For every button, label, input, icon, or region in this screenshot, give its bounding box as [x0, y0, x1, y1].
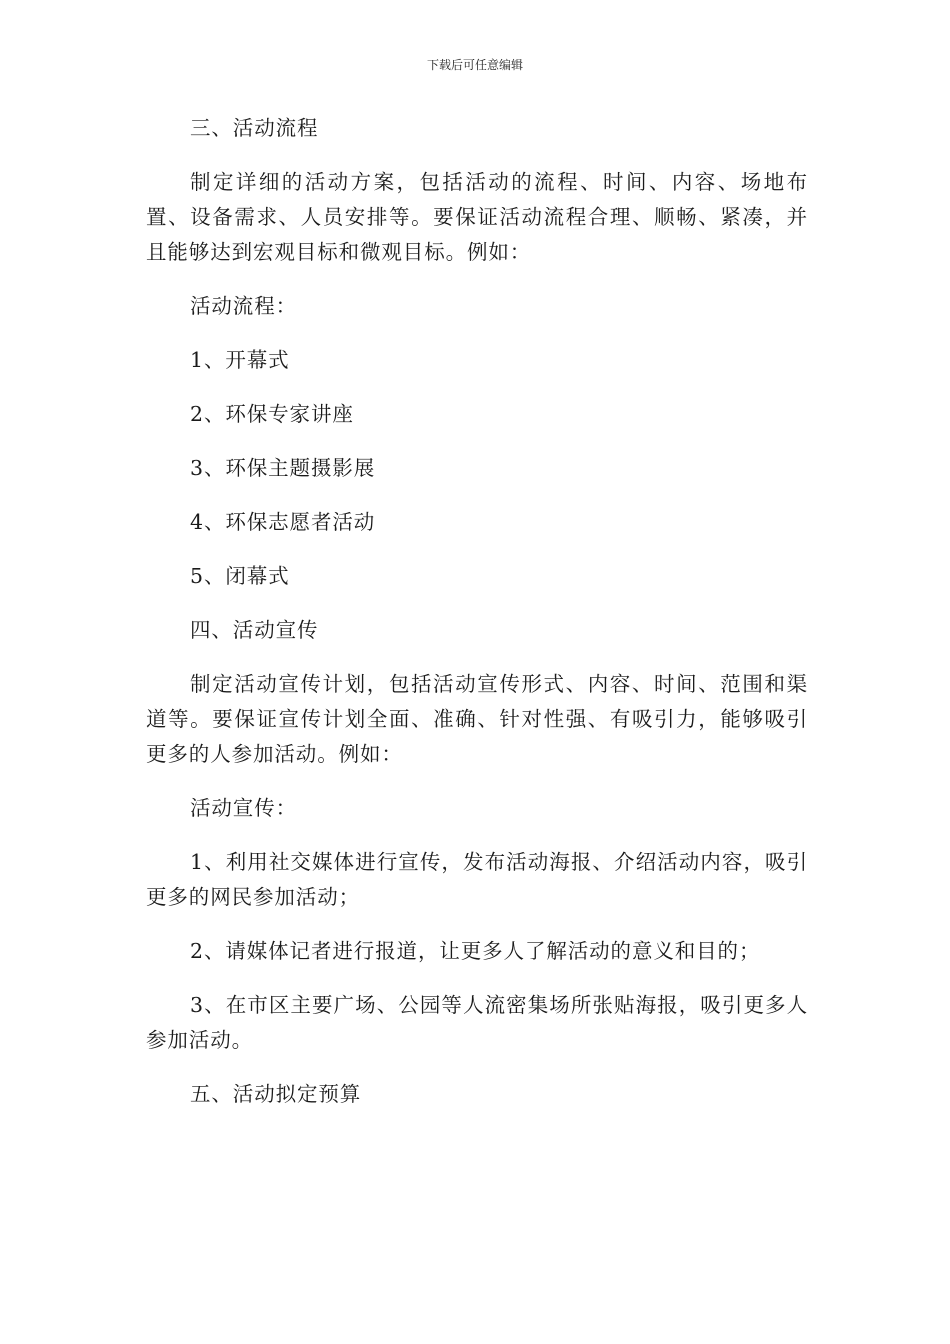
list-title-promotion: 活动宣传： — [190, 796, 297, 820]
list-item: 2、请媒体记者进行报道，让更多人了解活动的意义和目的； — [190, 939, 761, 963]
section-heading-4: 四、活动宣传 — [190, 618, 319, 642]
paragraph-activity-plan: 制定详细的活动方案，包括活动的流程、时间、内容、场地布置、设备需求、人员安排等。要保证活动流程合理、顺畅、紧凑，并且能够达到宏观目标和微观目标。例如： — [146, 170, 808, 264]
list-item: 1、开幕式 — [190, 348, 290, 372]
list-item: 1、利用社交媒体进行宣传，发布活动海报、介绍活动内容，吸引更多的网民参加活动； — [146, 850, 808, 909]
list-item: 3、在市区主要广场、公园等人流密集场所张贴海报，吸引更多人参加活动。 — [146, 993, 808, 1052]
list-item: 4、环保志愿者活动 — [190, 510, 376, 534]
section-heading-5: 五、活动拟定预算 — [190, 1082, 362, 1106]
list-item: 3、环保主题摄影展 — [190, 456, 376, 480]
list-item: 5、闭幕式 — [190, 564, 290, 588]
document-body — [146, 111, 808, 1131]
list-title-activity-flow: 活动流程： — [190, 294, 297, 318]
list-item: 2、环保专家讲座 — [190, 402, 354, 426]
page-header: 下载后可任意编辑 — [426, 58, 523, 72]
section-heading-3: 三、活动流程 — [190, 116, 319, 140]
paragraph-promotion-plan: 制定活动宣传计划，包括活动宣传形式、内容、时间、范围和渠道等。要保证宣传计划全面、准确、针对性强、有吸引力，能够吸引更多的人参加活动。例如： — [146, 672, 808, 766]
